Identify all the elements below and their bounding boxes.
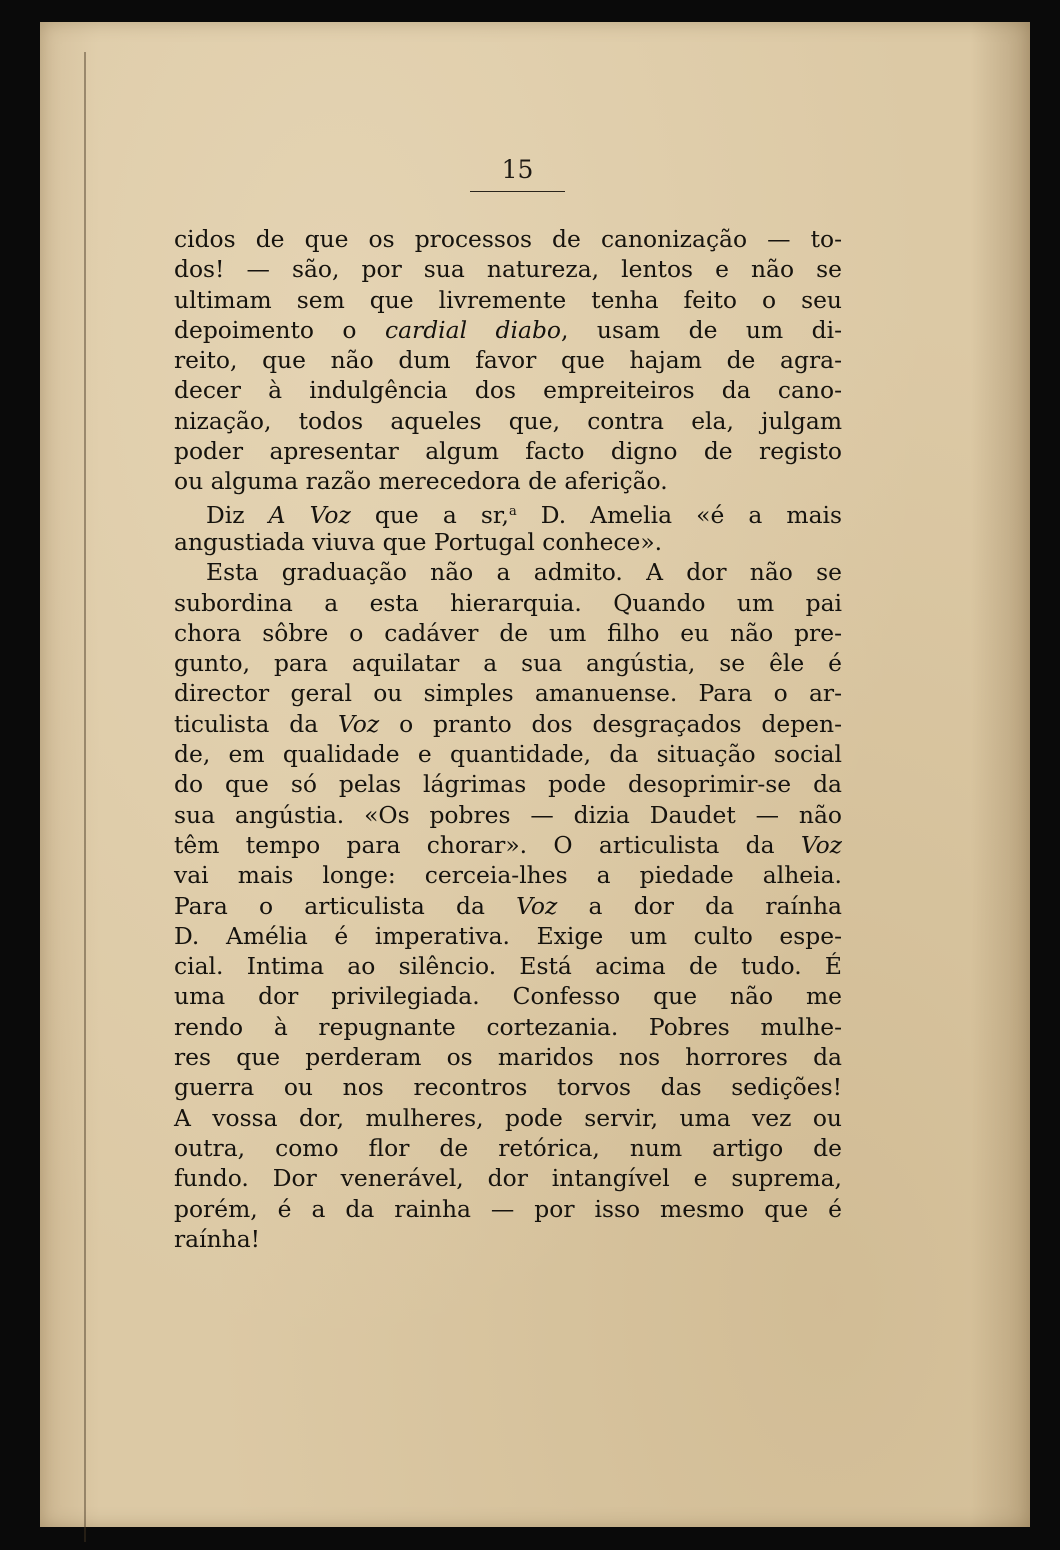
text-run: director geral ou simples amanuense. Para o ar-: [174, 679, 842, 708]
text-run: rendo à repugnante cortezania. Pobres mulhe-: [174, 1012, 842, 1041]
text-run: ticulista da: [174, 709, 339, 738]
text-line: [174, 1103, 842, 1133]
text-run: sua angústia. «Os pobres — dizia Daudet — não: [174, 800, 842, 829]
text-run: o pranto dos desgraçados depen-: [379, 709, 842, 738]
italic-text: Voz: [338, 709, 380, 738]
text-run: nização, todos aqueles que, contra ela, julgam: [174, 406, 842, 435]
text-run: decer à indulgência dos empreiteiros da cano-: [174, 376, 842, 405]
text-line: [174, 224, 842, 254]
text-line: [174, 981, 842, 1011]
text-line: [174, 1224, 842, 1254]
text-line: [174, 375, 842, 405]
text-line: [174, 315, 842, 345]
text-line: [174, 1163, 842, 1193]
text-run: porém, é a da rainha — por isso mesmo que é: [174, 1194, 842, 1223]
text-line: [174, 345, 842, 375]
text-run: uma dor privilegiada. Confesso que não me: [174, 982, 842, 1011]
text-line: [174, 466, 842, 496]
text-line: [174, 618, 842, 648]
text-line: [174, 921, 842, 951]
text-line: [174, 588, 842, 618]
text-run: Para o articulista da: [174, 891, 517, 920]
text-line: [174, 1042, 842, 1072]
text-run: guerra ou nos recontros torvos das sedições!: [174, 1073, 842, 1102]
text-run: subordina a esta hierarquia. Quando um pai: [174, 588, 842, 617]
text-line: [174, 406, 842, 436]
text-run: fundo. Dor venerável, dor intangível e suprema,: [174, 1164, 842, 1193]
text-line: [174, 1194, 842, 1224]
text-line: [174, 557, 842, 587]
text-run: angustiada viuva que Portugal conhece».: [174, 527, 663, 556]
text-line: [174, 830, 842, 860]
text-run: do que só pelas lágrimas pode desoprimir-se da: [174, 770, 842, 799]
text-run: ou alguma razão merecedora de aferição.: [174, 467, 668, 496]
text-line: [174, 436, 842, 466]
text-run: Esta graduação não a admito. A dor não se: [206, 558, 842, 587]
text-line: [174, 648, 842, 678]
text-run: gunto, para aquilatar a sua angústia, se êle é: [174, 649, 842, 678]
text-run: D. Amelia «é a mais: [516, 500, 843, 529]
text-run: raínha!: [174, 1224, 261, 1253]
italic-text: cardial diabo: [384, 315, 562, 344]
text-run: cidos de que os processos de canonização — to-: [174, 225, 842, 253]
text-line: [174, 739, 842, 769]
text-run: depoimento o: [174, 315, 385, 344]
text-line: [174, 860, 842, 890]
text-line: [174, 951, 842, 981]
text-run: de, em qualidade e quantidade, da situação social: [174, 740, 842, 769]
text-line: [174, 678, 842, 708]
text-run: vai mais longe: cerceia-lhes a piedade alheia.: [174, 861, 842, 890]
text-run: Diz: [206, 500, 269, 529]
text-run: reito, que não dum favor que hajam de agra-: [174, 346, 842, 375]
text-run: D. Amélia é imperativa. Exige um culto espe-: [174, 921, 842, 950]
text-run: , usam de um di-: [561, 315, 842, 344]
text-run: que a sr,: [350, 500, 509, 529]
body-text: [174, 224, 842, 1254]
text-line: [174, 1072, 842, 1102]
text-line: [174, 285, 842, 315]
text-line: [174, 254, 842, 284]
header-rule: [470, 191, 565, 192]
text-line: [174, 800, 842, 830]
text-line: [174, 1133, 842, 1163]
text-line: [174, 1012, 842, 1042]
text-line: [174, 769, 842, 799]
text-run: têm tempo para chorar». O articulista da: [174, 830, 801, 859]
text-run: res que perderam os maridos nos horrores da: [174, 1043, 842, 1072]
text-run: chora sôbre o cadáver de um filho eu não pre-: [174, 618, 842, 647]
text-run: a dor da raínha: [557, 891, 843, 920]
italic-text: Voz: [516, 891, 558, 920]
text-line: [174, 891, 842, 921]
text-run: cial. Intima ao silêncio. Está acima de tudo. É: [174, 952, 842, 981]
superscript: a: [508, 503, 517, 519]
italic-text: Voz: [800, 830, 842, 859]
text-run: ultimam sem que livremente tenha feito o seu: [174, 285, 842, 314]
text-run: outra, como flor de retórica, num artigo de: [174, 1133, 842, 1162]
text-line: [174, 527, 842, 557]
italic-text: A Voz: [268, 500, 351, 529]
gutter-shadow: [84, 52, 86, 1542]
text-run: A vossa dor, mulheres, pode servir, uma vez ou: [174, 1103, 842, 1132]
page-number: 15: [501, 155, 534, 184]
text-run: poder apresentar algum facto digno de registo: [174, 437, 842, 466]
text-line: [174, 709, 842, 739]
text-run: dos! — são, por sua natureza, lentos e não se: [174, 255, 842, 284]
text-line: [174, 497, 842, 527]
